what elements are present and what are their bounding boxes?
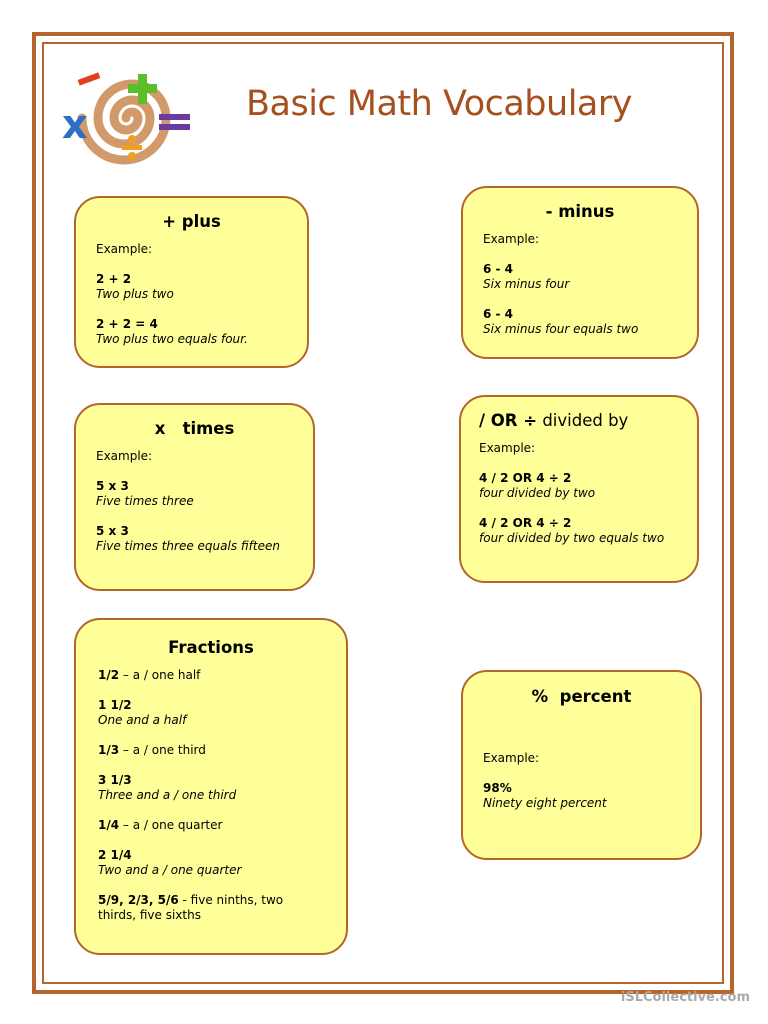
fraction-three-and-third: 3 1/3 — [98, 773, 132, 787]
divided-by-heading — [479, 411, 679, 431]
times-example-1-text: Five times three — [96, 494, 194, 508]
minus-example-1-text: Six minus four — [483, 277, 570, 291]
divided-by-example-label: Example: — [479, 441, 536, 455]
times-example-1: 5 x 3 — [96, 479, 129, 493]
minus-example-2: 6 - 4 — [483, 307, 514, 321]
divided-by-word: divided by — [537, 411, 629, 430]
percent-heading: % percent — [531, 687, 632, 706]
plus-example-2: 2 + 2 = 4 — [96, 317, 158, 331]
plus-example-label: Example: — [96, 242, 153, 256]
times-heading: x times — [154, 419, 235, 438]
percent-example-1-text: Ninety eight percent — [483, 796, 607, 810]
percent-example-label: Example: — [483, 751, 540, 765]
divided-by-example-2: 4 / 2 OR 4 ÷ 2 — [479, 516, 572, 530]
fraction-two-and-quarter-text: Two and a / one quarter — [98, 863, 242, 877]
math-symbols-logo — [58, 62, 208, 174]
fraction-one-and-half-text: One and a half — [98, 713, 187, 727]
fraction-quarter: 1/4 – a / one quarter — [98, 818, 223, 832]
fractions-card — [74, 618, 348, 955]
minus-example-label: Example: — [483, 232, 540, 246]
fractions-heading: Fractions — [168, 638, 254, 657]
minus-card — [461, 186, 699, 359]
divided-by-example-1: 4 / 2 OR 4 ÷ 2 — [479, 471, 572, 485]
plus-heading: + plus — [162, 212, 221, 231]
times-example-2-text: Five times three equals fifteen — [96, 539, 280, 553]
fraction-ninths-thirds-sixths: 5/9, 2/3, 5/6 - five ninths, two thirds, five sixths — [98, 893, 284, 922]
divided-by-example-2-text: four divided by two equals two — [479, 531, 665, 545]
fraction-three-and-third-text: Three and a / one third — [98, 788, 237, 802]
fraction-two-and-quarter: 2 1/4 — [98, 848, 132, 862]
percent-card — [461, 670, 702, 860]
divided-by-symbols: / OR ÷ — [479, 411, 538, 430]
divided-by-card — [459, 395, 699, 583]
plus-card — [74, 196, 309, 368]
svg-text:x: x — [62, 102, 88, 148]
minus-example-1: 6 - 4 — [483, 262, 514, 276]
minus-heading: - minus — [545, 202, 615, 221]
divided-by-example-1-text: four divided by two — [479, 486, 596, 500]
times-example-2: 5 x 3 — [96, 524, 129, 538]
plus-example-2-text: Two plus two equals four. — [96, 332, 248, 346]
times-card — [74, 403, 315, 591]
percent-example-1: 98% — [483, 781, 512, 795]
times-example-label: Example: — [96, 449, 153, 463]
minus-example-2-text: Six minus four equals two — [483, 322, 639, 336]
plus-example-1-text: Two plus two — [96, 287, 174, 301]
fraction-third: 1/3 – a / one third — [98, 743, 206, 757]
fraction-half: 1/2 – a / one half — [98, 668, 201, 682]
fraction-one-and-half: 1 1/2 — [98, 698, 132, 712]
watermark: iSLCollective.com — [620, 990, 750, 1005]
page-title: Basic Math Vocabulary — [246, 84, 632, 124]
plus-example-1: 2 + 2 — [96, 272, 132, 286]
